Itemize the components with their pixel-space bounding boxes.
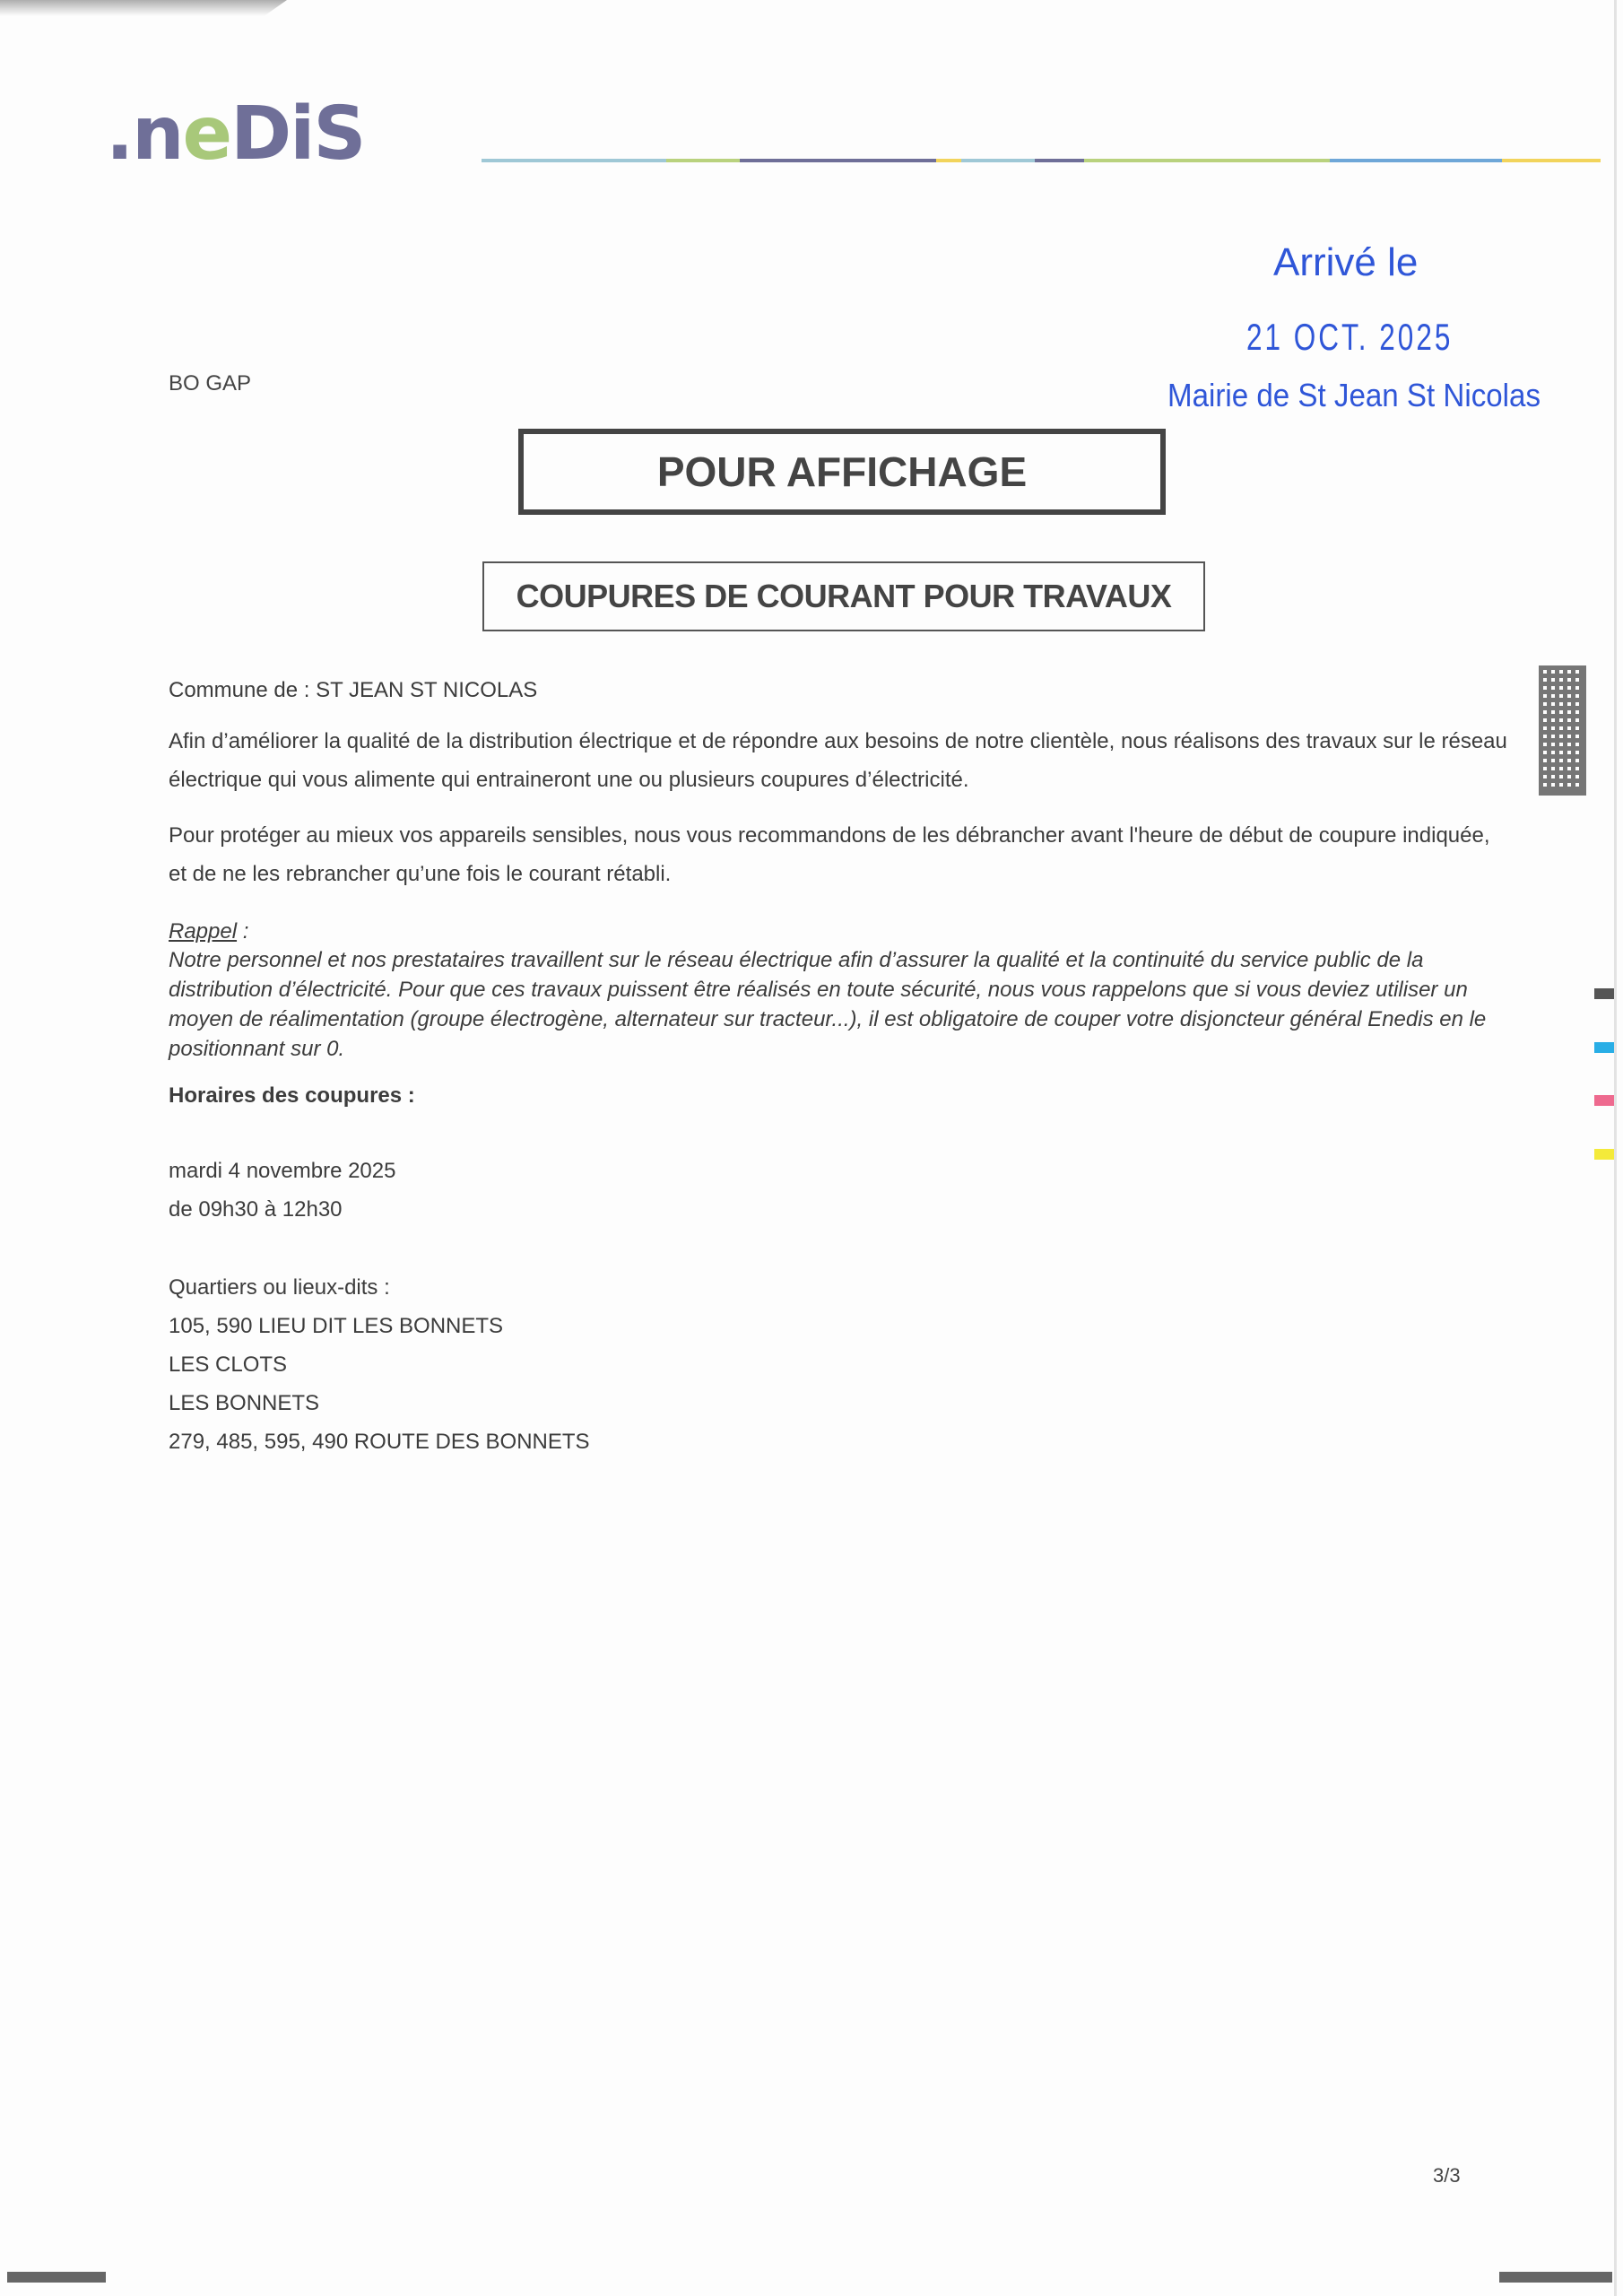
rule-segment xyxy=(482,159,666,162)
rappel-text: Notre personnel et nos prestataires travaillent sur le réseau électrique afin d’assurer la qualité et la continuité du service public de la distribution d’électricité. Pour que ces travaux puissent être réalisés en toute sécurité, nous vous rappelons que si vous deviez utiliser un moyen de réalimentation (groupe électrogène, alternateur sur tracteur...), il est obligatoire de couper votre disjoncteur général Enedis en le positionnant sur 0. xyxy=(169,948,1487,1061)
logo-n: n xyxy=(132,91,183,177)
pour-affichage-box xyxy=(518,429,1166,515)
rule-segment xyxy=(961,159,1035,162)
outage-date: mardi 4 novembre 2025 xyxy=(169,1159,396,1183)
scan-bar-left xyxy=(7,2272,106,2283)
rule-segment xyxy=(936,159,960,162)
logo-dis: DiS xyxy=(230,91,365,177)
document-title-box xyxy=(482,561,1205,631)
scan-shadow xyxy=(0,0,287,16)
stamp-mairie: Mairie de St Jean St Nicolas xyxy=(1167,377,1541,413)
rule-segment xyxy=(1330,159,1502,162)
registration-mark-cyan xyxy=(1594,1042,1614,1053)
rule-segment xyxy=(1084,159,1330,162)
logo-e: e xyxy=(182,91,231,177)
paragraph-recommendation: Pour protéger au mieux vos appareils sensibles, nous vous recommandons de les débrancher avant l'heure de début de coupure indiquée, et de ne les rebrancher qu’une fois le courant rétabli. xyxy=(169,823,1490,886)
logo-dot: . xyxy=(106,91,133,177)
rule-segment xyxy=(1035,159,1084,162)
rappel-heading xyxy=(169,917,1478,946)
horaires-heading: Horaires des coupures : xyxy=(169,1083,415,1108)
quartier-item: 279, 485, 595, 490 ROUTE DES BONNETS xyxy=(169,1430,590,1454)
rule-segment xyxy=(740,159,936,162)
quartier-item: LES CLOTS xyxy=(169,1352,288,1377)
pour-affichage-label: POUR AFFICHAGE xyxy=(656,448,1028,495)
stamp-date: 21 OCT. 2025 xyxy=(1246,316,1454,358)
page-number: 3/3 xyxy=(1433,2164,1461,2187)
registration-mark-yellow xyxy=(1594,1149,1614,1160)
sender: BO GAP xyxy=(169,371,252,396)
registration-mark-magenta xyxy=(1594,1095,1614,1106)
page-edge xyxy=(1614,0,1617,2296)
scan-bar-right xyxy=(1499,2272,1612,2283)
header-color-rule xyxy=(482,159,1601,162)
quartiers-heading: Quartiers ou lieux-dits : xyxy=(169,1275,390,1300)
rappel-label: Rappel xyxy=(169,919,238,944)
rule-segment xyxy=(1502,159,1601,162)
registration-mark-black xyxy=(1594,988,1614,999)
datamatrix-code xyxy=(1539,665,1586,796)
quartier-item: 105, 590 LIEU DIT LES BONNETS xyxy=(169,1314,504,1338)
commune: Commune de : ST JEAN ST NICOLAS xyxy=(169,678,538,702)
quartier-item: LES BONNETS xyxy=(169,1391,320,1415)
enedis-logo xyxy=(106,91,365,177)
outage-time: de 09h30 à 12h30 xyxy=(169,1197,343,1222)
document-title: COUPURES DE COURANT POUR TRAVAUX xyxy=(516,578,1172,614)
rappel-colon: : xyxy=(237,919,249,944)
paragraph-intro: Afin d’améliorer la qualité de la distribution électrique et de répondre aux besoins de notre clientèle, nous réalisons des travaux sur le réseau électrique qui vous alimente qui entraineront une ou plusieurs coupures d’électricité. xyxy=(169,729,1507,792)
stamp-title: Arrivé le xyxy=(1273,240,1419,284)
rule-segment xyxy=(666,159,740,162)
